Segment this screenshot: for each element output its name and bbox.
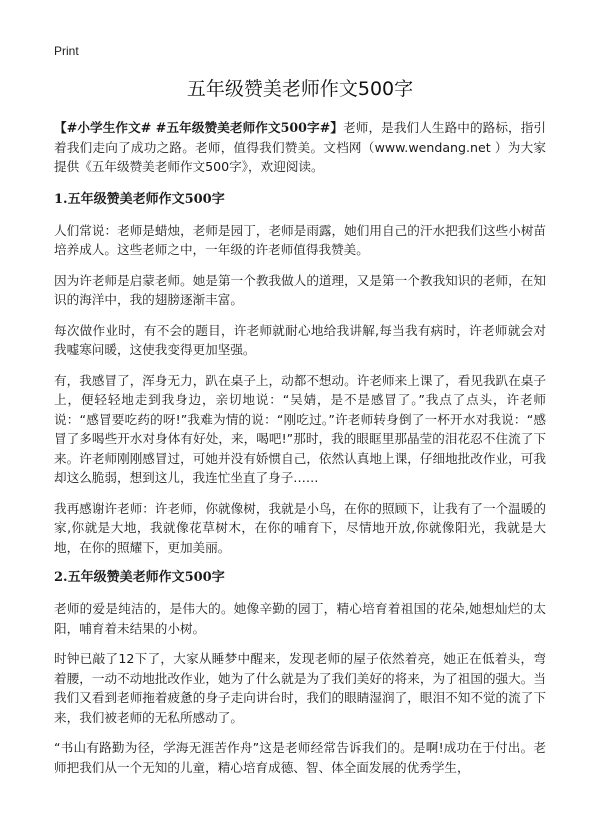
page-title: 五年级赞美老师作文500字	[186, 78, 414, 100]
section-1-paragraph-5: 我再感谢许老师：许老师，你就像树，我就是小鸟，在你的照顾下，让我有了一个温暖的家,你就是大地，我就像花草树木，在你的哺育下，尽情地开放,你就像阳光，我就是大地，在你的照耀下，更加美丽。	[54, 500, 546, 555]
section-2-paragraph-3: “书山有路勤为径，学海无涯苦作舟”这是老师经常告诉我们的。是啊!成功在于付出。老师把我们从一个无知的儿童，精心培育成德、智、体全面发展的优秀学生，	[54, 740, 546, 775]
intro-text: 老师，是我们人生路中的路标，指引着我们走向了成功之路。老师，值得我们赞美。文档网（www.wendang.net ）为大家提供《五年级赞美老师作文500字》，欢迎阅读。	[54, 120, 547, 174]
intro-tags: 【#小学生作文# #五年级赞美老师作文500字#】	[54, 120, 344, 135]
section-1-paragraph-3: 每次做作业时，有不会的题目，许老师就耐心地给我讲解,每当我有病时，许老师就会对我嘘寒问暖，这使我变得更加坚强。	[54, 322, 546, 357]
print-label: Print	[54, 44, 79, 58]
section-1-heading: 1.五年级赞美老师作文500字	[54, 191, 225, 207]
document-body	[54, 76, 546, 788]
intro-paragraph	[54, 118, 546, 177]
section-2-heading: 2.五年级赞美老师作文500字	[54, 570, 225, 585]
section-1-paragraph-4: 有，我感冒了，浑身无力，趴在桌子上，动都不想动。许老师来上课了，看见我趴在桌子上，便轻轻地走到我身边，亲切地说：“吴婧，是不是感冒了。”我点了点头，许老师说：“感冒要吃药的呀!”我难为情的说：“刚吃过。”许老师转身倒了一杯开水对我说：“感冒了多喝些开水对身体有好处，来，喝吧!”那时，我的眼眶里那晶莹的泪花忍不住流了下来。许老师刚刚感冒过，可她并没有娇惯自己，依然认真地上课，仔细地批改作业，可我却这么脆弱，想到这儿，我连忙坐直了身子……	[54, 372, 546, 485]
section-2-paragraph-1: 老师的爱是纯洁的，是伟大的。她像辛勤的园丁，精心培育着祖国的花朵,她想灿烂的太阳，哺育着未结果的小树。	[54, 601, 546, 636]
section-1-paragraph-1: 人们常说：老师是蜡烛，老师是园丁，老师是雨露，她们用自己的汗水把我们这些小树苗培养成人。这些老师之中，一年级的许老师值得我赞美。	[54, 222, 546, 257]
section-2-paragraph-2: 时钟已敲了12下了，大家从睡梦中醒来，发现老师的屋子依然着亮，她正在低着头，弯着腰，一动不动地批改作业，她为了什么就是为了我们美好的将来，为了祖国的强大。当我们又看到老师拖着疲惫的身子走向讲台时，我们的眼睛湿润了，眼泪不知不觉的流了下来，我们被老师的无私所感动了。	[54, 651, 546, 725]
section-1-paragraph-2: 因为许老师是启蒙老师。她是第一个教我做人的道理，又是第一个教我知识的老师，在知识的海洋中，我的翅膀逐渐丰富。	[54, 272, 546, 307]
